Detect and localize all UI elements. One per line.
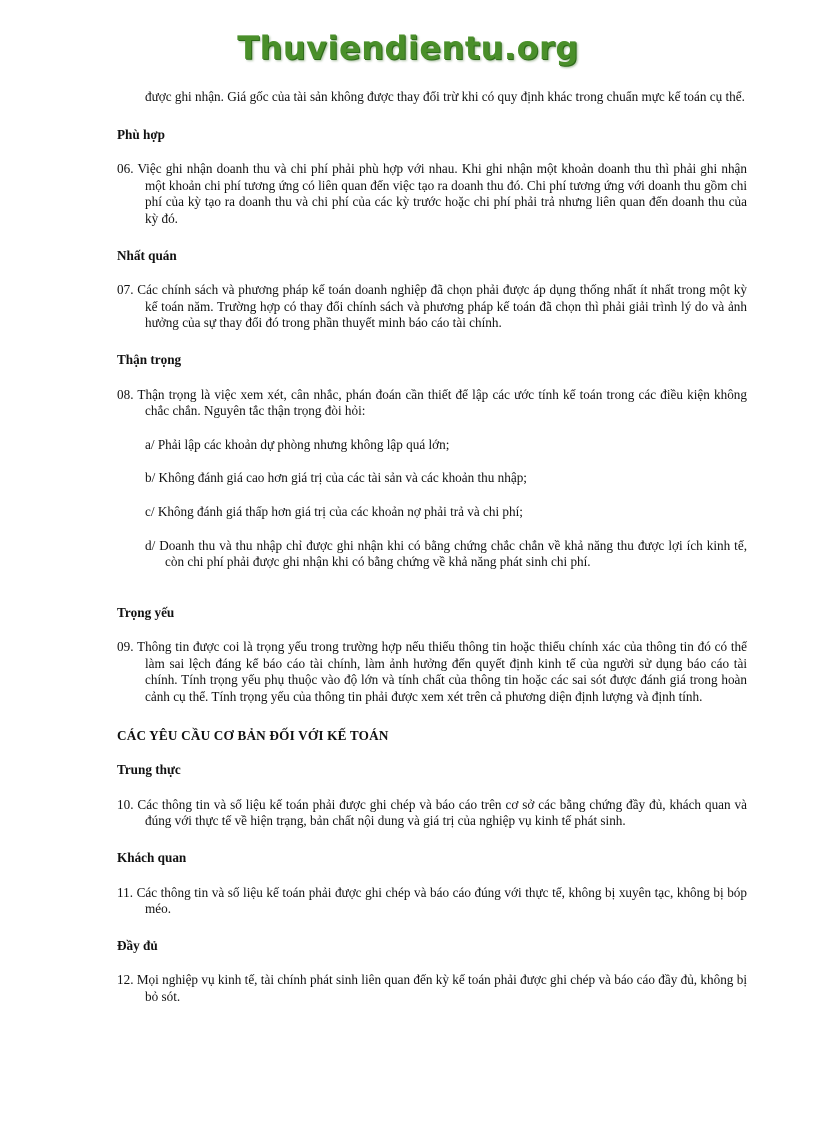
heading-trung-thuc: Trung thực (117, 762, 181, 778)
paragraph-06: 06. Việc ghi nhận doanh thu và chi phí phải phù hợp với nhau. Khi ghi nhận một khoản doanh thu thì phải ghi nhận một khoản chi phí tương ứng có liên quan đến việc tạo ra doanh thu đó. Chi phí tương ứng với doanh thu gồm chi phí của kỳ tạo ra doanh thu và chi phí của các kỳ trước hoặc chi phí phải trả nhưng liên quan đến doanh thu của kỳ đó. (117, 161, 747, 226)
paragraph-08: 08. Thận trọng là việc xem xét, cân nhắc, phán đoán cần thiết để lập các ước tính kế toán trong các điều kiện không chắc chắn. Nguyên tắc thận trọng đòi hỏi: (117, 386, 747, 419)
section-title: CÁC YÊU CẦU CƠ BẢN ĐỐI VỚI KẾ TOÁN (117, 727, 389, 743)
paragraph-08c: c/ Không đánh giá thấp hơn giá trị của các khoản nợ phải trả và chi phí; (145, 503, 523, 519)
heading-khach-quan: Khách quan (117, 850, 187, 866)
paragraph-08a: a/ Phải lập các khoản dự phòng nhưng không lập quá lớn; (145, 436, 450, 452)
paragraph-07: 07. Các chính sách và phương pháp kế toán doanh nghiệp đã chọn phải được áp dụng thống nhất ít nhất trong một kỳ kế toán năm. Trường hợp có thay đổi chính sách và phương pháp kế toán đã chọn thì phải giải trình lý do và ảnh hưởng của sự thay đổi đó trong phần thuyết minh báo cáo tài chính. (117, 282, 747, 331)
heading-trong-yeu: Trọng yếu (117, 604, 175, 620)
document-body (117, 89, 747, 1006)
paragraph-08d: d/ Doanh thu và thu nhập chỉ được ghi nhận khi có bằng chứng chắc chắn về khả năng thu được lợi ích kinh tế, còn chi phí phải được ghi nhận khi có bằng chứng về khả năng phát sinh chi phí. (145, 537, 747, 570)
paragraph-10: 10. Các thông tin và số liệu kế toán phải được ghi chép và báo cáo trên cơ sở các bằng chứng đầy đủ, khách quan và đúng với thực tế về hiện trạng, bản chất nội dung và giá trị của nghiệp vụ kinh tế phát sinh. (117, 796, 747, 829)
paragraph-11: 11. Các thông tin và số liệu kế toán phải được ghi chép và báo cáo đúng với thực tế, không bị xuyên tạc, không bị bóp méo. (117, 884, 747, 917)
paragraph-12: 12. Mọi nghiệp vụ kinh tế, tài chính phát sinh liên quan đến kỳ kế toán phải được ghi chép và báo cáo đầy đủ, không bị bỏ sót. (117, 972, 747, 1004)
heading-phu-hop: Phù hợp (117, 126, 165, 142)
heading-than-trong: Thận trọng (117, 351, 182, 367)
paragraph-continuation: được ghi nhận. Giá gốc của tài sản không được thay đổi trừ khi có quy định khác trong chuẩn mực kế toán cụ thể. (145, 89, 745, 104)
heading-day-du: Đầy đủ (117, 937, 158, 953)
paragraph-08b: b/ Không đánh giá cao hơn giá trị của các tài sản và các khoản thu nhập; (145, 470, 527, 486)
heading-nhat-quan: Nhất quán (117, 247, 177, 263)
paragraph-09: 09. Thông tin được coi là trọng yếu trong trường hợp nếu thiếu thông tin hoặc thiếu chính xác của thông tin đó có thể làm sai lệch đáng kể báo cáo tài chính, làm ảnh hưởng đến quyết định kinh tế của người sử dụng báo cáo tài chính. Tính trọng yếu phụ thuộc vào độ lớn và tính chất của thông tin hoặc các sai sót được đánh giá trong hoàn cảnh cụ thể. Tính trọng yếu của thông tin phải được xem xét trên cả phương diện định lượng và định tính. (117, 639, 747, 705)
site-logo: Thuviendientu.org (237, 29, 579, 67)
